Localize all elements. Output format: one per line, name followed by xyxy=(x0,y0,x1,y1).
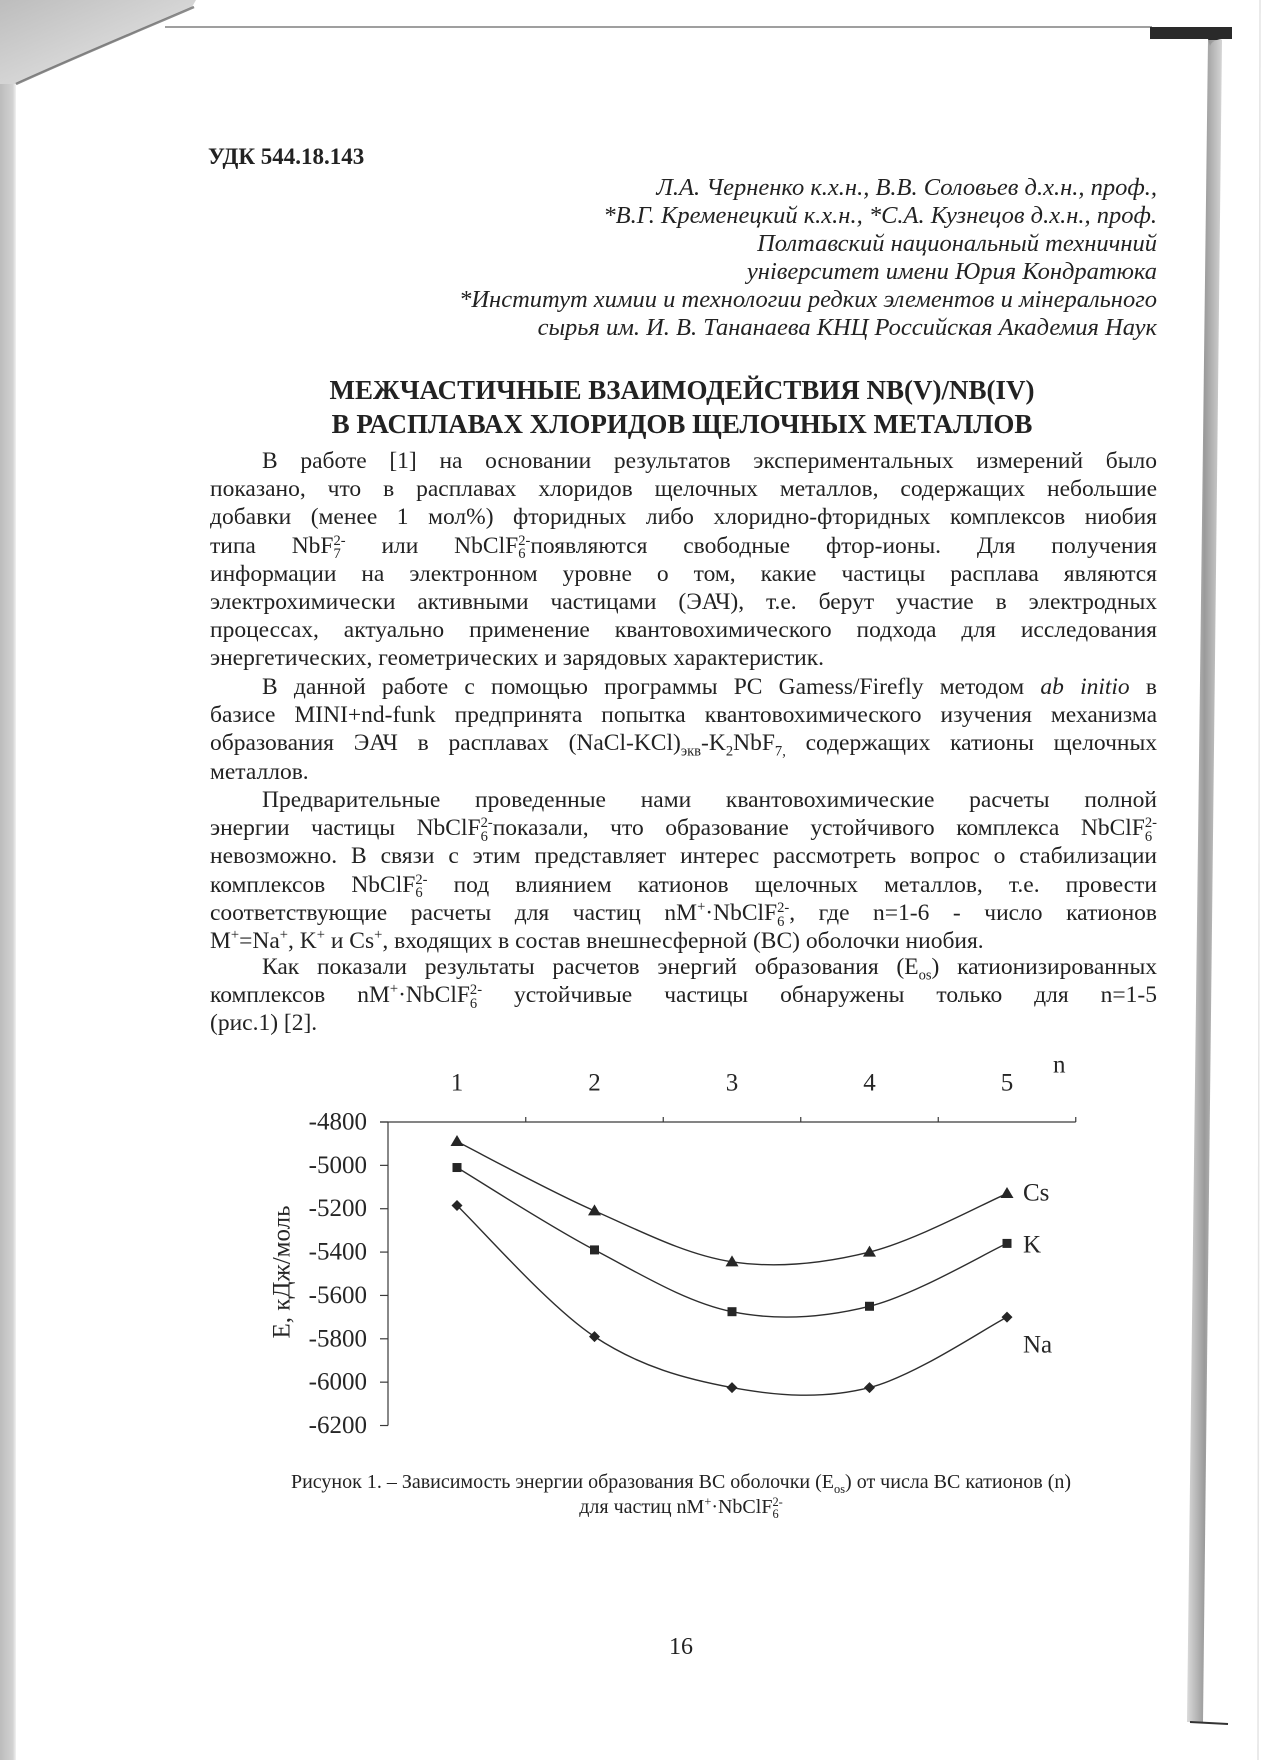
subscript: os xyxy=(918,967,932,984)
text-line: металлов. xyxy=(210,758,309,785)
square-marker-k xyxy=(590,1245,599,1254)
superscript: 2- xyxy=(772,1495,783,1510)
superscript: 2- xyxy=(480,815,493,832)
scan-corner-edge xyxy=(16,7,194,84)
square-marker-k xyxy=(1003,1239,1012,1248)
y-axis-title: E, кДж/моль xyxy=(268,1205,296,1339)
diamond-marker-na xyxy=(589,1331,600,1342)
text-line: соответствующие расчеты для частиц nM+·NbClF 2- 6 , где n=1-6 - число катионов xyxy=(210,898,1157,930)
stacked-script xyxy=(772,1497,782,1521)
superscript: 2- xyxy=(777,899,790,916)
paragraph-1 xyxy=(210,447,1157,673)
series-label-k: K xyxy=(1023,1231,1042,1259)
italic-term: ab initio xyxy=(1040,674,1130,700)
superscript: + xyxy=(389,981,399,998)
text-line: M+=Na+, K+ и Cs+, входящих в состав внешнесферной (ВС) оболочки ниобия. xyxy=(210,927,984,954)
superscript: 2- xyxy=(469,982,483,999)
scan-bottom-mark xyxy=(1190,1722,1228,1724)
text-line: добавки (менее 1 мол%) фторидных либо хлоридно-фторидных комплексов ниобия xyxy=(210,504,1157,531)
superscript: + xyxy=(704,1494,712,1509)
y-tick-label: -5600 xyxy=(308,1281,367,1309)
triangle-marker-cs xyxy=(1001,1187,1014,1198)
text-line: сырья им. И. В. Тананаева КНЦ Российская Академия Наук xyxy=(537,314,1157,341)
stacked-script xyxy=(415,871,428,902)
x-axis-title: n xyxy=(1053,1051,1066,1079)
paragraph-2 xyxy=(210,673,1157,786)
subscript: 7, xyxy=(774,744,786,761)
paragraph-3 xyxy=(210,786,1157,955)
text-line: Полтавский национальный техничний xyxy=(757,230,1157,257)
text-line: В данной работе с помощью программы PC Gamess/Firefly методом ab initio в xyxy=(262,674,1157,700)
text-line: Как показали результаты расчетов энергий образования $(E_{os})$ катионизированных xyxy=(262,954,1157,984)
text-line: процессах, актуально применение квантовохимического подхода для исследования xyxy=(210,617,1157,644)
text-line: невозможно. В связи с этим представляет интерес рассмотреть вопрос о стабилизации xyxy=(210,843,1157,870)
text-line: комплексов NbClF 2- 6 под влиянием катионов щелочных металлов, т.е. провести xyxy=(210,871,1157,902)
y-tick-label: -6200 xyxy=(308,1412,367,1440)
y-tick-label: -5400 xyxy=(308,1238,367,1266)
superscript: 2- xyxy=(333,532,346,549)
superscript: 2- xyxy=(415,871,428,888)
paragraph-4 xyxy=(210,953,1157,1038)
text-line: МЕЖЧАСТИЧНЫЕ ВЗАИМОДЕЙСТВИЯ NB(V)/NB(IV) xyxy=(329,375,1035,405)
stacked-script xyxy=(470,984,482,1012)
square-marker-k xyxy=(865,1302,874,1311)
subscript: 6 xyxy=(469,996,478,1012)
text-line: університет имени Юрия Кондратюка xyxy=(746,258,1157,285)
text-line: В РАСПЛАВАХ ХЛОРИДОВ ЩЕЛОЧНЫХ МЕТАЛЛОВ xyxy=(331,408,1033,439)
text-line: В работе [1] на основании результатов экспериментальных измерений было xyxy=(262,448,1157,474)
subscript: 6 xyxy=(777,913,785,930)
authors-block xyxy=(257,174,1157,342)
stacked-script xyxy=(777,899,790,930)
text-line: типа NbF 2- 7 или NbClF 2- 6 появляются свободные фтор-ионы. Для получения xyxy=(210,532,1157,563)
stacked-script xyxy=(333,532,346,563)
text-line: информации на электронном уровне о том, какие частицы расплава являются xyxy=(210,560,1157,587)
text-line: *В.Г. Кременецкий к.х.н., *С.А. Кузнецов д.х.н., проф. xyxy=(603,202,1157,229)
subscript: экв xyxy=(680,744,702,761)
x-tick-label: 2 xyxy=(588,1069,601,1097)
scan-page-edge xyxy=(1258,0,1260,1760)
scan-right-band xyxy=(1187,40,1222,1722)
triangle-marker-cs xyxy=(451,1135,464,1146)
page-number: 16 xyxy=(669,1634,693,1660)
square-marker-k xyxy=(728,1307,737,1316)
x-tick-label: 4 xyxy=(863,1069,876,1097)
triangle-marker-cs xyxy=(588,1204,601,1215)
series-line-cs xyxy=(457,1142,1007,1265)
square-marker-k xyxy=(453,1163,462,1172)
y-tick-label: -5200 xyxy=(308,1195,367,1223)
scan-left-strip xyxy=(0,84,16,1760)
diamond-marker-na xyxy=(727,1382,738,1393)
text-line: образования ЭАЧ в расплавах $(NaCl-KCl)_{экв}-K_2NbF_{7,}$ содержащих катионы щелочных xyxy=(210,730,1158,761)
series-label-cs: Cs xyxy=(1023,1179,1050,1207)
udc-code: УДК 544.18.143 xyxy=(208,144,365,169)
subscript: 6 xyxy=(772,1506,779,1521)
scan-corner-shadow xyxy=(0,0,196,86)
series-line-na xyxy=(457,1205,1007,1395)
x-tick-label: 3 xyxy=(725,1069,739,1097)
y-tick-label: -6000 xyxy=(308,1368,367,1396)
figure-1-chart xyxy=(250,1040,1110,1460)
series-label-na: Na xyxy=(1023,1331,1053,1359)
subscript: os xyxy=(834,1482,846,1496)
superscript: + xyxy=(230,927,240,944)
subscript: 6 xyxy=(1144,829,1153,845)
text-line: энергии частицы NbClF 2- 6 показали, что образование устойчивого комплекса NbClF 2- 6 xyxy=(210,815,1157,845)
text-line: комплексов nM+·NbClF 2- 6 устойчивые частицы обнаружены только для n=1-5 xyxy=(210,981,1157,1012)
superscript: + xyxy=(374,927,383,944)
series-line-k xyxy=(457,1168,1007,1318)
text-line: базисе MINI+nd-funk предпринята попытка квантовохимического изучения механизма xyxy=(210,702,1157,729)
article-title xyxy=(200,374,1164,441)
x-tick-label: 5 xyxy=(1000,1069,1014,1097)
scan-top-right-bar xyxy=(1150,27,1232,46)
stacked-script xyxy=(1145,817,1157,845)
text-line: (рис.1) [2]. xyxy=(210,1010,318,1037)
figure-caption xyxy=(200,1470,1162,1520)
text-line: Л.А. Черненко к.х.н., В.В. Соловьев д.х.н., проф., xyxy=(656,174,1157,201)
text-line: показано, что в расплавах хлоридов щелочных металлов, содержащих небольшие xyxy=(210,476,1157,503)
subscript: 7 xyxy=(333,546,341,563)
subscript: 6 xyxy=(518,546,526,563)
subscript: 2 xyxy=(725,744,734,761)
superscript: + xyxy=(316,927,325,944)
text-line: *Институт химии и технологии редких элементов и мінерального xyxy=(459,286,1157,313)
subscript: 6 xyxy=(480,829,488,845)
superscript: 2- xyxy=(1144,815,1157,832)
diamond-marker-na xyxy=(1002,1312,1013,1323)
diamond-marker-na xyxy=(864,1382,875,1393)
text-line: Рисунок 1. – Зависимость энергии образования ВС оболочки $(E_{os})$ от числа ВС катионов (n) xyxy=(290,1471,1072,1496)
y-tick-label: -5800 xyxy=(308,1325,367,1353)
stacked-script xyxy=(518,532,531,563)
stacked-script xyxy=(481,817,493,845)
text-line: для частиц nM+·NbClF 2- 6 xyxy=(579,1494,783,1521)
text-line: электрохимически активными частицами (ЭАЧ), т.е. берут участие в электродных xyxy=(210,588,1157,615)
text-line: Предварительные проведенные нами квантовохимические расчеты полной xyxy=(262,787,1157,813)
superscript: + xyxy=(697,898,706,915)
chart-canvas xyxy=(250,1040,1110,1460)
superscript: + xyxy=(279,927,288,944)
y-tick-label: -5000 xyxy=(308,1151,367,1179)
superscript: 2- xyxy=(518,532,531,549)
subscript: 6 xyxy=(415,885,423,902)
y-tick-label: -4800 xyxy=(308,1108,367,1136)
text-line: энергетических, геометрических и зарядовых характеристик. xyxy=(210,645,825,672)
x-tick-label: 1 xyxy=(450,1069,464,1097)
